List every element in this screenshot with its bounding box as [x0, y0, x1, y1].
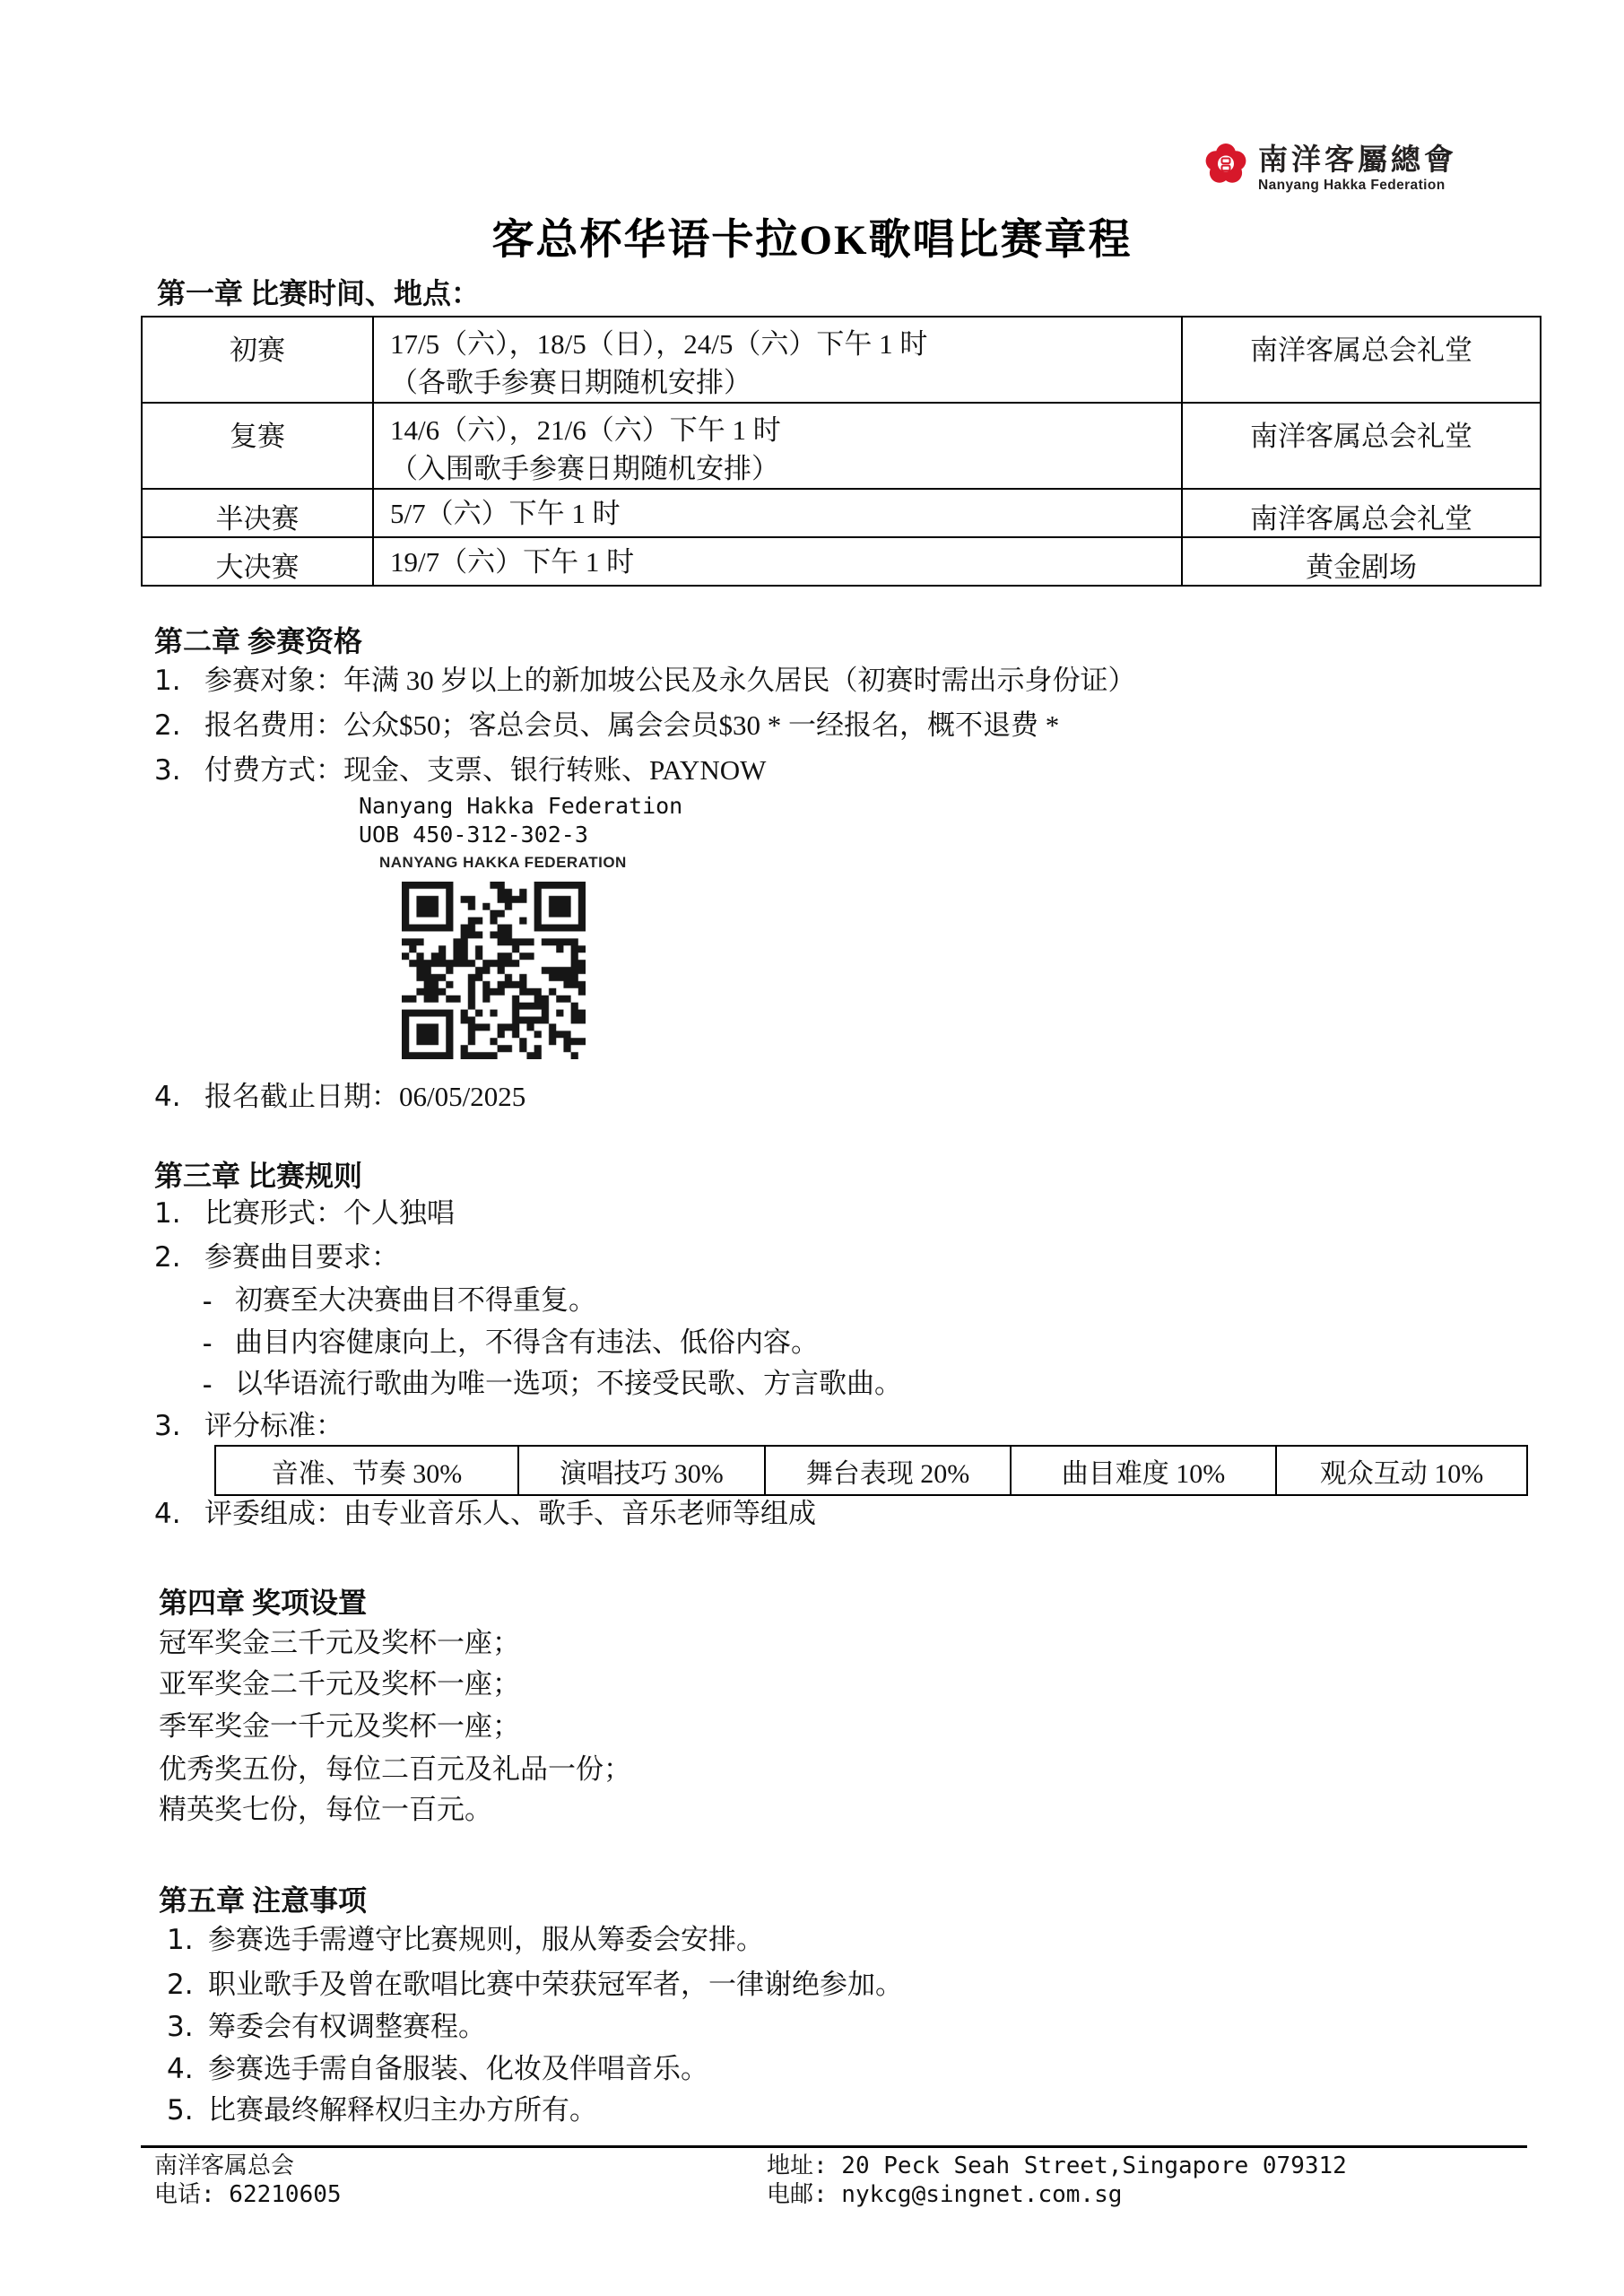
schedule-row-final	[142, 537, 1541, 586]
item-number: 4.	[154, 1498, 181, 1530]
item-number: 4.	[167, 2053, 194, 2085]
item-text: 评分标准：	[204, 1410, 343, 1441]
bullet-item	[203, 1324, 819, 1361]
list-item	[154, 1195, 455, 1232]
item-text: 报名费用：公众$50；客总会员、属会会员$30 * 一经报名，概不退费 *	[204, 709, 1060, 741]
chapter1-heading: 第一章 比赛时间、地点：	[157, 277, 481, 309]
footer-phone: 电话: 62210605	[154, 2181, 342, 2208]
item-text: 参赛对象：年满 30 岁以上的新加坡公民及永久居民（初赛时需出示身份证）	[204, 665, 1136, 696]
item-number: 1.	[154, 1197, 181, 1230]
item-number: 3.	[167, 2011, 194, 2043]
time-note: （各歌手参赛日期随机安排）	[390, 367, 751, 398]
footer-email: 电邮: nykcg@singnet.com.sg	[767, 2181, 1123, 2208]
score-cell: 曲目难度 10%	[1011, 1446, 1276, 1495]
schedule-row-semifinal	[142, 489, 1541, 537]
bullet-text: 曲目内容健康向上，不得含有违法、低俗内容。	[235, 1326, 819, 1358]
score-cell: 观众互动 10%	[1276, 1446, 1527, 1495]
list-item	[154, 1407, 343, 1445]
time-cell	[373, 403, 1182, 489]
score-cell: 演唱技巧 30%	[518, 1446, 765, 1495]
time-line: 5/7（六）下午 1 时	[390, 498, 621, 529]
item-text: 参赛选手需自备服装、化妆及伴唱音乐。	[208, 2053, 708, 2084]
item-text: 评委组成：由专业音乐人、歌手、音乐老师等组成	[204, 1498, 816, 1529]
footer-org: 南洋客属总会	[154, 2152, 295, 2179]
list-item	[167, 2008, 486, 2046]
list-item	[167, 1921, 764, 1959]
bank-account-name: Nanyang Hakka Federation	[359, 793, 683, 819]
footer-address: 地址: 20 Peck Seah Street,Singapore 079312	[767, 2152, 1347, 2179]
bullet-dash: -	[203, 1284, 213, 1316]
schedule-table	[141, 316, 1541, 587]
footer-divider	[141, 2145, 1527, 2148]
item-number: 1.	[167, 1924, 194, 1956]
chapter4-heading: 第四章 奖项设置	[159, 1587, 368, 1619]
time-cell	[373, 317, 1182, 403]
time-line: 17/5（六），18/5（日），24/5（六）下午 1 时	[390, 328, 928, 360]
list-item	[154, 707, 1059, 744]
venue-cell: 黄金剧场	[1182, 537, 1541, 586]
org-name-cjk: 南洋客屬總會	[1258, 144, 1457, 177]
time-line: 19/7（六）下午 1 时	[390, 546, 635, 578]
score-cell: 音准、节奏 30%	[215, 1446, 518, 1495]
item-number: 3.	[154, 1410, 181, 1442]
prize-line: 精英奖七份，每位一百元。	[159, 1794, 492, 1825]
chapter5-heading: 第五章 注意事项	[159, 1884, 368, 1917]
org-logo-text	[1258, 144, 1457, 194]
bullet-dash: -	[203, 1368, 213, 1399]
stage-cell: 大决赛	[142, 537, 373, 586]
bullet-text: 以华语流行歌曲为唯一选项；不接受民歌、方言歌曲。	[235, 1368, 902, 1399]
bullet-item	[203, 1282, 596, 1319]
list-item	[154, 662, 1136, 700]
item-number: 2.	[154, 709, 181, 742]
venue-cell: 南洋客属总会礼堂	[1182, 403, 1541, 489]
score-cell: 舞台表现 20%	[765, 1446, 1011, 1495]
list-item	[167, 2050, 708, 2088]
list-item	[154, 752, 766, 789]
bullet-text: 初赛至大决赛曲目不得重复。	[235, 1284, 596, 1316]
item-text: 筹委会有权调整赛程。	[208, 2011, 486, 2042]
scoring-row	[215, 1446, 1527, 1495]
list-item	[154, 1495, 816, 1533]
time-note: （入围歌手参赛日期随机安排）	[390, 453, 779, 484]
stage-cell: 半决赛	[142, 489, 373, 537]
item-text: 职业歌手及曾在歌唱比赛中荣获冠军者，一律谢绝参加。	[208, 1969, 903, 2000]
prize-line: 冠军奖金三千元及奖杯一座；	[159, 1627, 520, 1658]
scoring-criteria-table	[214, 1445, 1528, 1496]
venue-cell: 南洋客属总会礼堂	[1182, 317, 1541, 403]
item-number: 4.	[154, 1081, 181, 1113]
list-item	[167, 1966, 903, 2004]
bullet-item	[203, 1365, 902, 1403]
time-cell	[373, 489, 1182, 537]
stage-cell: 复赛	[142, 403, 373, 489]
item-text: 参赛选手需遵守比赛规则，服从筹委会安排。	[208, 1924, 764, 1955]
list-item	[154, 1239, 399, 1276]
chapter3-heading: 第三章 比赛规则	[154, 1160, 363, 1192]
org-name-en: Nanyang Hakka Federation	[1258, 178, 1446, 193]
bank-account-number: UOB 450-312-302-3	[359, 822, 588, 848]
org-logo	[1205, 144, 1457, 194]
item-text: 付费方式：现金、支票、银行转账、PAYNOW	[204, 754, 767, 786]
venue-cell: 南洋客属总会礼堂	[1182, 489, 1541, 537]
schedule-row-preliminary	[142, 317, 1541, 403]
stage-cell: 初赛	[142, 317, 373, 403]
time-line: 14/6（六），21/6（六）下午 1 时	[390, 414, 781, 446]
bullet-dash: -	[203, 1326, 213, 1358]
prize-line: 季军奖金一千元及奖杯一座；	[159, 1710, 520, 1742]
item-number: 3.	[154, 754, 181, 787]
item-text: 报名截止日期：06/05/2025	[204, 1081, 526, 1112]
qr-caption: NANYANG HAKKA FEDERATION	[379, 854, 627, 871]
chapter2-heading: 第二章 参赛资格	[154, 625, 363, 657]
list-item	[167, 2092, 597, 2129]
item-number: 2.	[154, 1241, 181, 1274]
time-cell	[373, 537, 1182, 586]
item-text: 比赛最终解释权归主办方所有。	[208, 2094, 597, 2126]
item-number: 1.	[154, 665, 181, 697]
plum-blossom-icon	[1205, 144, 1246, 188]
item-text: 比赛形式：个人独唱	[204, 1197, 455, 1229]
schedule-row-second	[142, 403, 1541, 489]
prize-line: 亚军奖金二千元及奖杯一座；	[159, 1668, 520, 1700]
paynow-qr-code	[402, 882, 586, 1059]
page-title: 客总杯华语卡拉OK歌唱比赛章程	[491, 217, 1133, 264]
list-item	[154, 1078, 525, 1116]
prize-line: 优秀奖五份，每位二百元及礼品一份；	[159, 1753, 631, 1785]
item-text: 参赛曲目要求：	[204, 1241, 399, 1273]
item-number: 2.	[167, 1969, 194, 2001]
item-number: 5.	[167, 2094, 194, 2126]
